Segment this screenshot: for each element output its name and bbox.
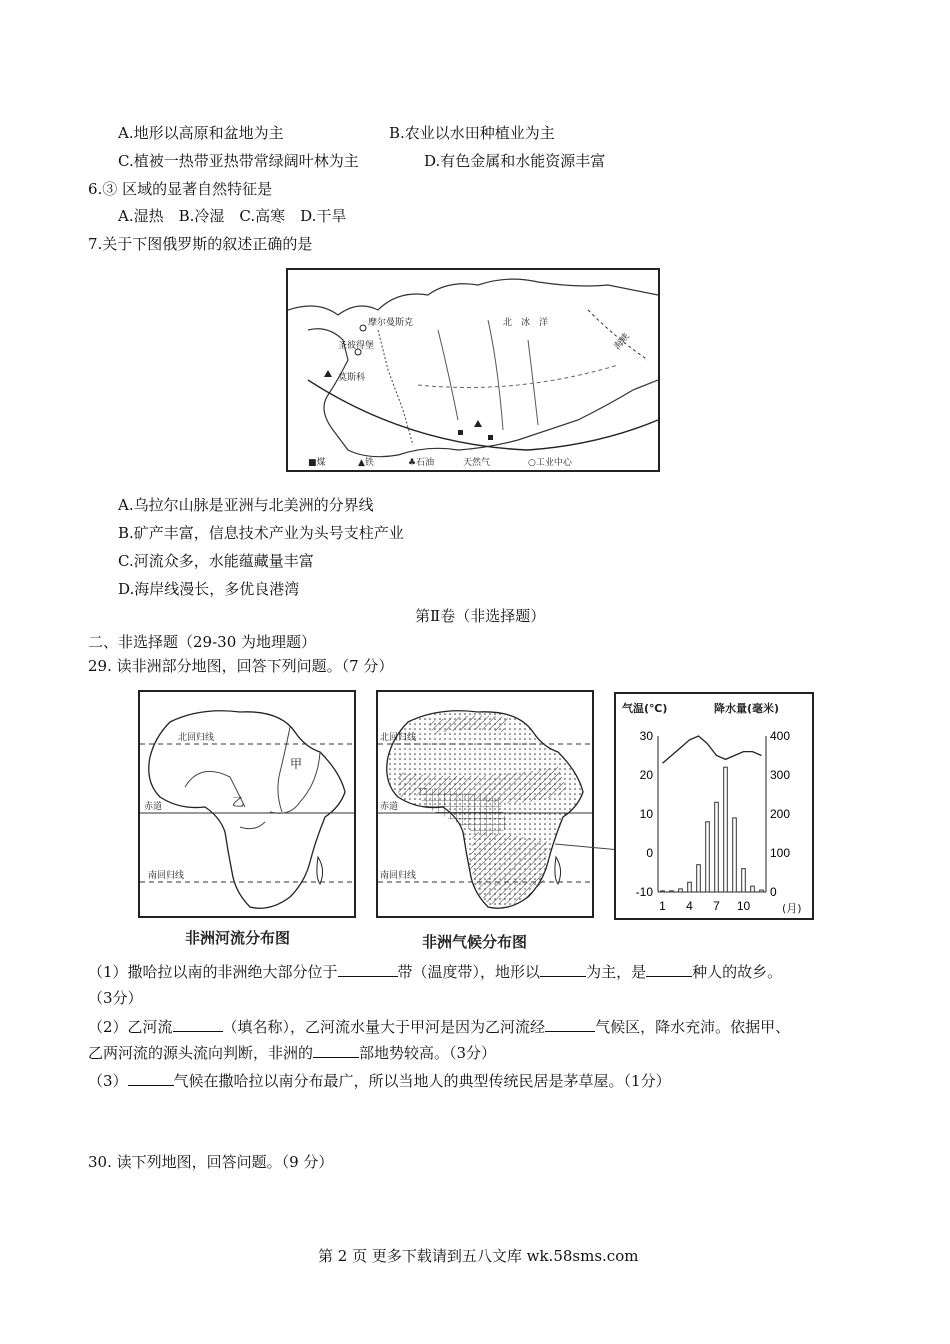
map1-equator-label: 赤道 [144,802,163,812]
left-tick-label: 0 [646,846,653,860]
precip-bar [742,869,746,892]
left-tick-label: 10 [639,807,653,821]
q7-stem: 7.关于下图俄罗斯的叙述正确的是 [88,235,313,253]
q6-options: A.湿热 B.冷湿 C.高寒 D.干旱 [118,207,347,225]
q7-option-c: C.河流众多，水能蕴藏量丰富 [118,552,314,570]
q5-option-c: C.植被一热带亚热带常绿阔叶林为主 [118,152,359,170]
q29-sub2-text-a: （2）乙河流 [88,1018,173,1036]
q7-option-b: B.矿产丰富，信息技术产业为头号支柱产业 [118,524,404,542]
q29-blank-landform[interactable] [540,962,586,977]
legend-iron: ▲铁 [358,458,374,468]
africa-river-map [138,690,356,918]
precip-bar [679,889,683,892]
q29-sub3-text-a: （3） [88,1072,128,1090]
right-tick-label: 0 [770,885,777,899]
left-tick-label: 30 [639,729,653,743]
q29-stem: 29. 读非洲部分地图，回答下列问题。（7 分） [88,657,394,675]
q29-sub2-line2 [88,1043,496,1063]
legend-coal: ■煤 [308,458,326,468]
q29-sub2-text-b: （填名称），乙河流水量大于甲河是因为乙河流经 [222,1018,546,1036]
river-jia-label: 甲 [290,757,303,771]
strait-label: 海峡 [612,331,632,352]
q29-sub2-line1 [88,1017,790,1037]
legend-gas: 天然气 [463,458,491,468]
precip-bar [688,882,692,892]
q30-stem: 30. 读下列地图，回答问题。（9 分） [88,1153,334,1171]
arctic-ocean-label: 北 冰 洋 [503,318,549,328]
right-tick-label: 100 [770,846,791,860]
russia-map [286,268,660,472]
precip-bar [751,886,755,892]
page-footer: 第 2 页 更多下载请到五八文库 wk.58sms.com [318,1247,639,1265]
x-tick-label: 7 [713,899,720,913]
q29-sub1-text-a: （1）撒哈拉以南的非洲绝大部分位于 [88,963,338,981]
q6-stem: 6.③ 区域的显著自然特征是 [88,180,273,198]
precip-bar [697,865,701,892]
precip-bar [760,890,764,892]
q29-sub1-text-c: 为主，是 [586,963,647,981]
precip-bar [670,891,674,892]
map1-tropic-south-label: 南回归线 [148,871,185,881]
q29-blank-terrain-direction[interactable] [313,1043,359,1058]
q29-blank-climate-zone[interactable] [545,1017,595,1032]
precip-axis-label: 降水量(毫米) [714,702,780,715]
x-tick-label: 10 [736,899,751,913]
q29-sub1-text-b: 带（温度带），地形以 [397,963,541,981]
q5-option-d: D.有色金属和水能资源丰富 [424,152,606,170]
precip-bar [715,802,719,892]
murmansk-label: 摩尔曼斯克 [368,318,414,328]
q29-blank-race[interactable] [646,962,692,977]
x-tick-label: 1 [659,899,666,913]
map2-tropic-south-label: 南回归线 [380,871,417,881]
climate-chart [614,692,814,920]
q29-sub1 [88,962,782,982]
q29-sub1-score: （3分） [88,989,143,1007]
left-tick-label: 20 [639,768,653,782]
right-tick-label: 200 [770,807,791,821]
q29-sub2-text-d: 乙两河流的源头流向判断，非洲的 [88,1044,314,1062]
legend-oil: ♣石油 [408,458,435,468]
right-tick-label: 300 [770,768,791,782]
africa-climate-map-caption: 非洲气候分布图 [422,933,528,951]
x-tick-label: 4 [686,899,693,913]
q29-blank-climate-type[interactable] [128,1071,174,1086]
left-tick-label: -10 [635,885,653,899]
q7-option-a: A.乌拉尔山脉是亚洲与北美洲的分界线 [118,496,374,514]
river-yi-label: 乙 [232,795,245,809]
africa-climate-map [376,690,594,918]
section2-heading: 二、非选择题（29-30 为地理题） [88,633,317,651]
precip-bar [706,822,710,892]
map2-tropic-north-label: 北回归线 [380,733,417,743]
q5-option-b: B.农业以水田种植业为主 [389,124,555,142]
right-tick-label: 400 [770,729,791,743]
q29-blank-temperature-zone[interactable] [338,962,398,977]
temp-axis-label: 气温(℃) [622,702,668,715]
st-petersburg-label: 圣彼得堡 [338,341,375,351]
q29-blank-river-name[interactable] [173,1017,223,1032]
q29-sub2-text-e: 部地势较高。（3分） [359,1044,497,1062]
moscow-label: 莫斯科 [338,373,366,383]
map1-tropic-north-label: 北回归线 [178,733,215,743]
precip-bar [661,891,665,892]
q29-sub3 [88,1071,671,1091]
q29-sub2-text-c: 气候区，降水充沛。依据甲、 [595,1018,791,1036]
precip-bar [733,818,737,892]
legend-industrial-center: ○工业中心 [528,458,572,468]
q29-sub3-text-b: 气候在撒哈拉以南分布最广，所以当地人的典型传统民居是茅草屋。（1分） [173,1072,671,1090]
africa-river-map-caption: 非洲河流分布图 [185,929,291,947]
q29-sub1-text-d: 种人的故乡。 [692,963,783,981]
temperature-line [663,736,762,763]
q7-option-d: D.海岸线漫长，多优良港湾 [118,580,300,598]
q5-option-a: A.地形以高原和盆地为主 [118,124,284,142]
precip-bar [724,767,728,892]
section2-title: 第Ⅱ卷（非选择题） [415,607,546,625]
map2-equator-label: 赤道 [380,802,399,812]
month-axis-label: (月) [782,902,802,915]
